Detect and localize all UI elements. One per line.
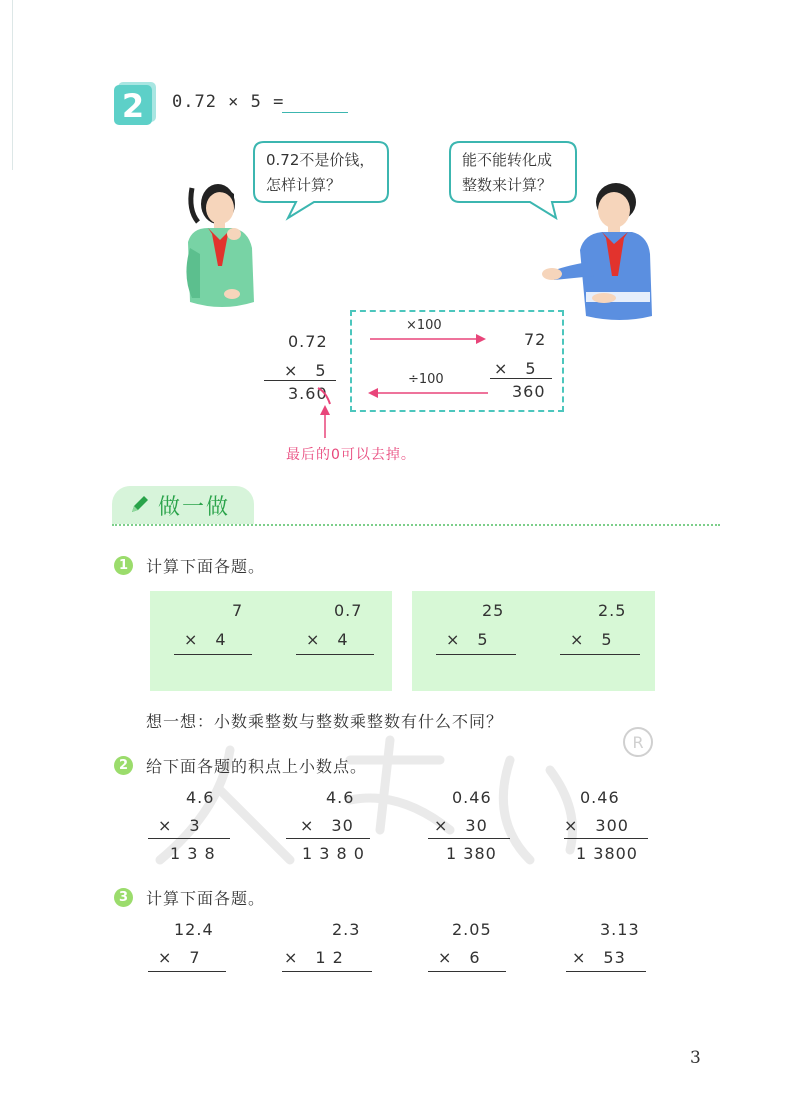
girl-speech-text: 0.72不是价钱， 怎样计算？ [266, 151, 375, 194]
decimal-result-line [264, 380, 336, 381]
margin-rule [12, 0, 13, 170]
boy-speech-text: 能不能转化成 整数来计算？ [462, 151, 553, 194]
q1-item3-mult: × 5 [446, 630, 489, 649]
q3-item1-line [148, 971, 226, 972]
practice-title: 做一做 [158, 495, 231, 520]
example-number: 2 [121, 87, 145, 125]
q3-item3-top: 2.05 [452, 920, 492, 939]
girl-illustration [178, 176, 266, 320]
integer-product: 360 [512, 382, 546, 401]
q1-item1-top: 7 [232, 601, 244, 620]
svg-text:R: R [632, 733, 644, 752]
q1-item2-line [296, 654, 374, 655]
question-1-badge: 1 [114, 556, 133, 575]
q3-item1-top: 12.4 [174, 920, 214, 939]
q2-item1-result: 1 3 8 [170, 844, 216, 863]
q2-item4-result: 1 3800 [576, 844, 638, 863]
q3-item2-mult: × 1 2 [284, 948, 344, 967]
question-2-badge: 2 [114, 756, 133, 775]
q1-item4-top: 2.5 [598, 601, 627, 620]
q1-item3-line [436, 654, 516, 655]
question-1-think: 想一想：小数乘整数与整数乘整数有什么不同？ [146, 712, 504, 731]
q2-item1-line [148, 838, 230, 839]
q2-item2-line [286, 838, 370, 839]
strike-zero-mark [316, 384, 334, 406]
practice-divider [112, 524, 720, 526]
q1-item2-mult: × 4 [306, 630, 349, 649]
q2-item1-mult: × 3 [158, 816, 201, 835]
q1-item3-top: 25 [482, 601, 505, 620]
question-3-badge: 3 [114, 888, 133, 907]
note-text: 最后的0可以去掉。 [286, 447, 416, 463]
question-2-text: 给下面各题的积点上小数点。 [146, 757, 368, 776]
integer-multiplicand: 72 [524, 330, 547, 349]
answer-blank[interactable] [282, 112, 348, 113]
q2-item4-mult: × 300 [564, 816, 629, 835]
q3-item2-top: 2.3 [332, 920, 361, 939]
decimal-product: 3.60 [288, 384, 328, 403]
q2-item4-line [564, 838, 648, 839]
q2-item2-result: 1 3 8 0 [302, 844, 365, 863]
q1-item4-line [560, 654, 640, 655]
question-3-text: 计算下面各题。 [146, 889, 266, 908]
times-100-label: ×100 [406, 318, 442, 333]
example-number-badge [112, 80, 158, 126]
q3-item4-mult: × 53 [572, 948, 626, 967]
decimal-multiplier: × 5 [284, 361, 327, 380]
q2-item2-mult: × 30 [300, 816, 354, 835]
q2-item1-top: 4.6 [186, 788, 215, 807]
times-100-arrow [368, 332, 488, 346]
q2-item3-line [428, 838, 510, 839]
div-100-arrow [366, 386, 490, 400]
q1-item4-mult: × 5 [570, 630, 613, 649]
integer-multiplier: × 5 [494, 359, 537, 378]
q3-item4-line [566, 971, 646, 972]
note-arrow [318, 404, 332, 440]
q3-item4-top: 3.13 [600, 920, 640, 939]
boy-illustration [540, 176, 656, 324]
q3-item2-line [282, 971, 372, 972]
q2-item2-top: 4.6 [326, 788, 355, 807]
q2-item3-mult: × 30 [434, 816, 488, 835]
example-problem: 0.72 × 5 = [172, 92, 285, 112]
question-1-text: 计算下面各题。 [146, 557, 266, 576]
q2-item3-result: 1 380 [446, 844, 497, 863]
q3-item1-mult: × 7 [158, 948, 201, 967]
page-number: 3 [690, 1048, 701, 1068]
q1-item1-mult: × 4 [184, 630, 227, 649]
decimal-multiplicand: 0.72 [288, 332, 328, 351]
pencil-icon [128, 494, 150, 516]
integer-result-line [490, 378, 552, 379]
q2-item3-top: 0.46 [452, 788, 492, 807]
q2-item4-top: 0.46 [580, 788, 620, 807]
q3-item3-mult: × 6 [438, 948, 481, 967]
div-100-label: ÷100 [408, 372, 444, 387]
q1-item1-line [174, 654, 252, 655]
q1-item2-top: 0.7 [334, 601, 363, 620]
q3-item3-line [428, 971, 506, 972]
